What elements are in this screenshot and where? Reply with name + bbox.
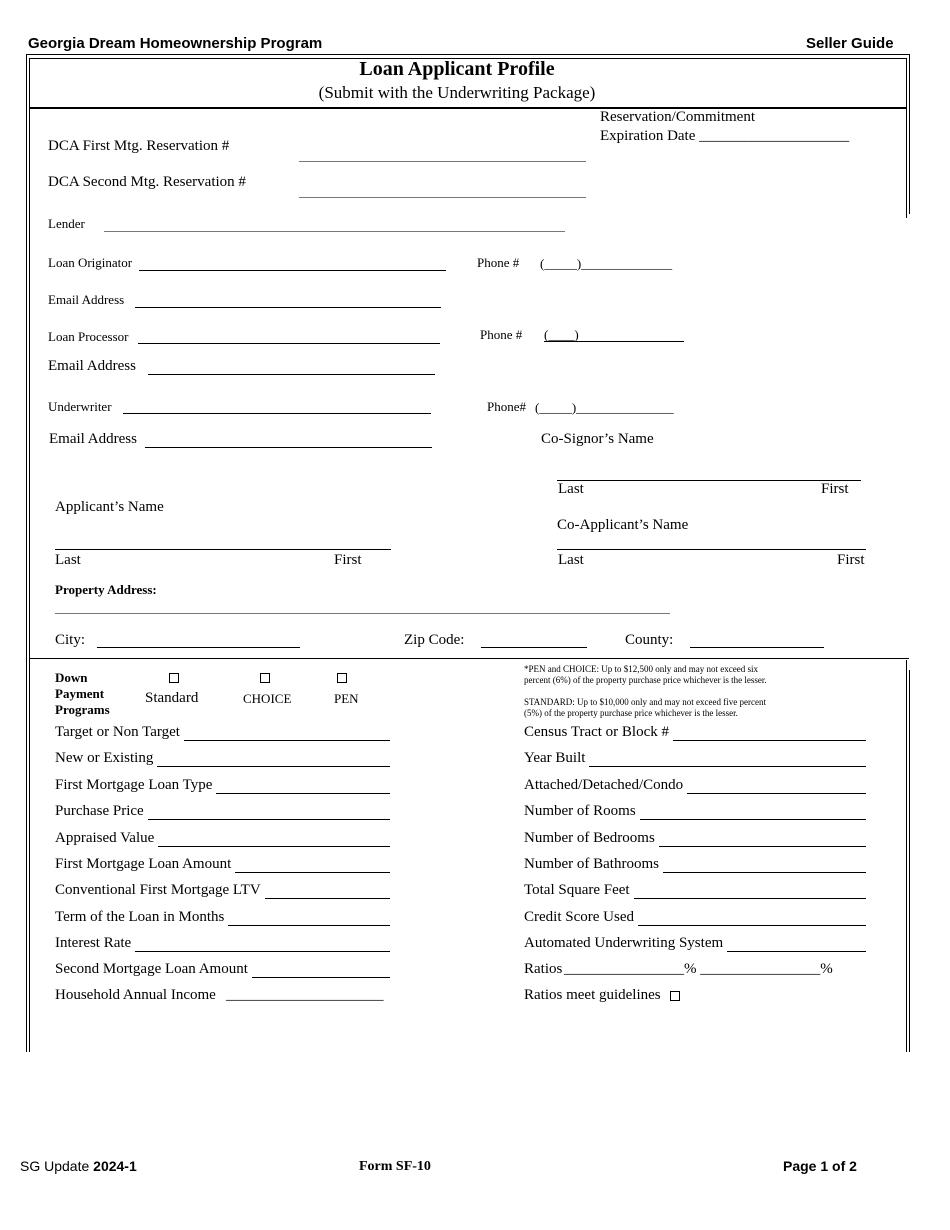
- year-built-field[interactable]: [589, 766, 866, 767]
- pen-label: PEN: [334, 691, 359, 706]
- number-of-rooms-label: Number of Rooms: [524, 803, 636, 819]
- first-mortgage-loan-amount-field[interactable]: [235, 872, 390, 873]
- underwriter-label: Underwriter: [48, 399, 112, 414]
- lender-label: Lender: [48, 216, 85, 231]
- target-or-non-target-field[interactable]: [184, 740, 390, 741]
- form-number: Form SF-10: [359, 1159, 431, 1174]
- processor-phone-area[interactable]: (____): [544, 327, 579, 342]
- header-guide-name: Seller Guide: [806, 35, 894, 52]
- first-mortgage-loan-type-label: First Mortgage Loan Type: [55, 777, 213, 793]
- appraised-value-field[interactable]: [158, 846, 390, 847]
- email-address-field-1[interactable]: [135, 307, 441, 308]
- cosignor-last-label: Last: [558, 481, 584, 497]
- conventional-first-mortgage-ltv-label: Conventional First Mortgage LTV: [55, 882, 261, 898]
- email-address-field-2[interactable]: [148, 374, 435, 375]
- property-address-label: Property Address:: [55, 582, 157, 597]
- household-annual-income-label: Household Annual Income: [55, 987, 216, 1003]
- purchase-price-field[interactable]: [148, 819, 390, 820]
- automated-underwriting-system-label: Automated Underwriting System: [524, 935, 724, 951]
- standard-label: Standard: [145, 690, 199, 706]
- loan-processor-label: Loan Processor: [48, 329, 129, 344]
- census-tract-or-block-field[interactable]: [673, 740, 866, 741]
- conventional-first-mortgage-ltv-field[interactable]: [265, 898, 390, 899]
- second-mortgage-loan-amount-label: Second Mortgage Loan Amount: [55, 961, 248, 977]
- credit-score-used-label: Credit Score Used: [524, 909, 634, 925]
- new-or-existing-label: New or Existing: [55, 750, 154, 766]
- purchase-price-label: Purchase Price: [55, 803, 144, 819]
- city-label: City:: [55, 632, 86, 648]
- credit-score-used-field[interactable]: [638, 925, 866, 926]
- loan-originator-label: Loan Originator: [48, 255, 133, 270]
- ratios-meet-guidelines-checkbox[interactable]: [670, 991, 680, 1001]
- first-mortgage-loan-amount-label: First Mortgage Loan Amount: [55, 856, 232, 872]
- email-address-label-1: Email Address: [48, 292, 125, 307]
- expiration-label-line1: Reservation/Commitment: [600, 109, 755, 125]
- processor-phone-field[interactable]: [544, 341, 684, 342]
- email-address-field-3[interactable]: [145, 447, 432, 448]
- cosignor-name-label: Co-Signor’s Name: [541, 431, 654, 447]
- loan-originator-field[interactable]: [139, 270, 446, 271]
- attached-detached-condo-label: Attached/Detached/Condo: [524, 777, 684, 793]
- coapplicant-first-label: First: [837, 552, 865, 568]
- property-address-field[interactable]: [55, 613, 670, 614]
- second-mtg-reservation-field[interactable]: [299, 197, 586, 198]
- underwriter-phone-label: Phone#: [487, 399, 526, 414]
- second-mtg-reservation-label: DCA Second Mtg. Reservation #: [48, 174, 246, 190]
- coapplicant-name-field[interactable]: [557, 549, 866, 550]
- title-divider: [29, 107, 906, 109]
- applicant-name-label: Applicant’s Name: [55, 499, 164, 515]
- down-payment-programs-label: Down Payment Programs: [55, 670, 110, 717]
- year-built-label: Year Built: [524, 750, 586, 766]
- email-address-label-2: Email Address: [48, 358, 136, 374]
- lender-field[interactable]: [104, 231, 565, 232]
- census-tract-or-block-label: Census Tract or Block #: [524, 724, 670, 740]
- zip-code-field[interactable]: [481, 647, 587, 648]
- frame-right-outer-b: [909, 670, 910, 1052]
- header-program-name: Georgia Dream Homeownership Program: [28, 35, 323, 52]
- number-of-bedrooms-field[interactable]: [659, 846, 866, 847]
- form-subtitle: (Submit with the Underwriting Package): [318, 83, 596, 102]
- total-square-feet-field[interactable]: [634, 898, 866, 899]
- ratios-field[interactable]: ________________% ________________%: [564, 961, 833, 977]
- ratios-label: Ratios: [524, 961, 563, 977]
- ratios-meet-guidelines-label: Ratios meet guidelines: [524, 987, 661, 1003]
- household-annual-income-field[interactable]: _____________________: [226, 987, 384, 1003]
- loan-processor-field[interactable]: [138, 343, 440, 344]
- originator-phone-field[interactable]: (_____)______________: [540, 256, 673, 271]
- choice-checkbox[interactable]: [260, 673, 270, 683]
- pen-choice-note: *PEN and CHOICE: Up to $12,500 only and may not exceed six percent (6%) of the property purchase price whichever is the lesser.: [524, 664, 767, 685]
- email-address-label-3: Email Address: [49, 431, 137, 447]
- standard-note: STANDARD: Up to $10,000 only and may not exceed five percent (5%) of the property purchase price whichever is the lesser.: [524, 697, 766, 718]
- county-label: County:: [625, 632, 674, 648]
- first-mtg-reservation-field[interactable]: [299, 161, 586, 162]
- standard-checkbox[interactable]: [169, 673, 179, 683]
- section-divider: [29, 658, 909, 659]
- underwriter-phone-field[interactable]: (_____)_______________: [535, 400, 674, 415]
- attached-detached-condo-field[interactable]: [687, 793, 866, 794]
- frame-right-inner-a: [906, 58, 907, 218]
- applicant-first-label: First: [334, 552, 362, 568]
- target-or-non-target-label: Target or Non Target: [55, 724, 180, 740]
- coapplicant-last-label: Last: [558, 552, 584, 568]
- applicant-name-field[interactable]: [55, 549, 391, 550]
- total-square-feet-label: Total Square Feet: [524, 882, 630, 898]
- number-of-bedrooms-label: Number of Bedrooms: [524, 830, 655, 846]
- number-of-rooms-field[interactable]: [640, 819, 866, 820]
- zip-code-label: Zip Code:: [404, 632, 465, 648]
- appraised-value-label: Appraised Value: [55, 830, 155, 846]
- term-of-the-loan-in-months-label: Term of the Loan in Months: [55, 909, 225, 925]
- automated-underwriting-system-field[interactable]: [727, 951, 866, 952]
- coapplicant-name-label: Co-Applicant’s Name: [557, 517, 689, 533]
- term-of-the-loan-in-months-field[interactable]: [228, 925, 390, 926]
- form-title: Loan Applicant Profile: [359, 58, 555, 80]
- frame-top-rule: [26, 54, 910, 55]
- pen-checkbox[interactable]: [337, 673, 347, 683]
- new-or-existing-field[interactable]: [157, 766, 390, 767]
- page-number: Page 1 of 2: [783, 1158, 857, 1174]
- city-field[interactable]: [97, 647, 300, 648]
- underwriter-field[interactable]: [123, 413, 431, 414]
- number-of-bathrooms-field[interactable]: [663, 872, 866, 873]
- processor-phone-label: Phone #: [480, 327, 523, 342]
- first-mtg-reservation-label: DCA First Mtg. Reservation #: [48, 138, 230, 154]
- second-mortgage-loan-amount-field[interactable]: [252, 977, 390, 978]
- frame-left-outer: [26, 54, 27, 1052]
- cosignor-first-label: First: [821, 481, 849, 497]
- frame-right-inner-b: [906, 660, 907, 1052]
- interest-rate-label: Interest Rate: [55, 935, 132, 951]
- number-of-bathrooms-label: Number of Bathrooms: [524, 856, 659, 872]
- expiration-date-field[interactable]: Expiration Date ____________________: [600, 128, 850, 144]
- cosignor-name-field[interactable]: [557, 480, 861, 481]
- applicant-last-label: Last: [55, 552, 81, 568]
- sg-update-label: SG Update 2024-1: [20, 1158, 137, 1174]
- originator-phone-label: Phone #: [477, 255, 520, 270]
- county-field[interactable]: [690, 647, 824, 648]
- first-mortgage-loan-type-field[interactable]: [216, 793, 390, 794]
- choice-label: CHOICE: [243, 691, 292, 706]
- frame-left-inner: [29, 58, 30, 1052]
- interest-rate-field[interactable]: [135, 951, 390, 952]
